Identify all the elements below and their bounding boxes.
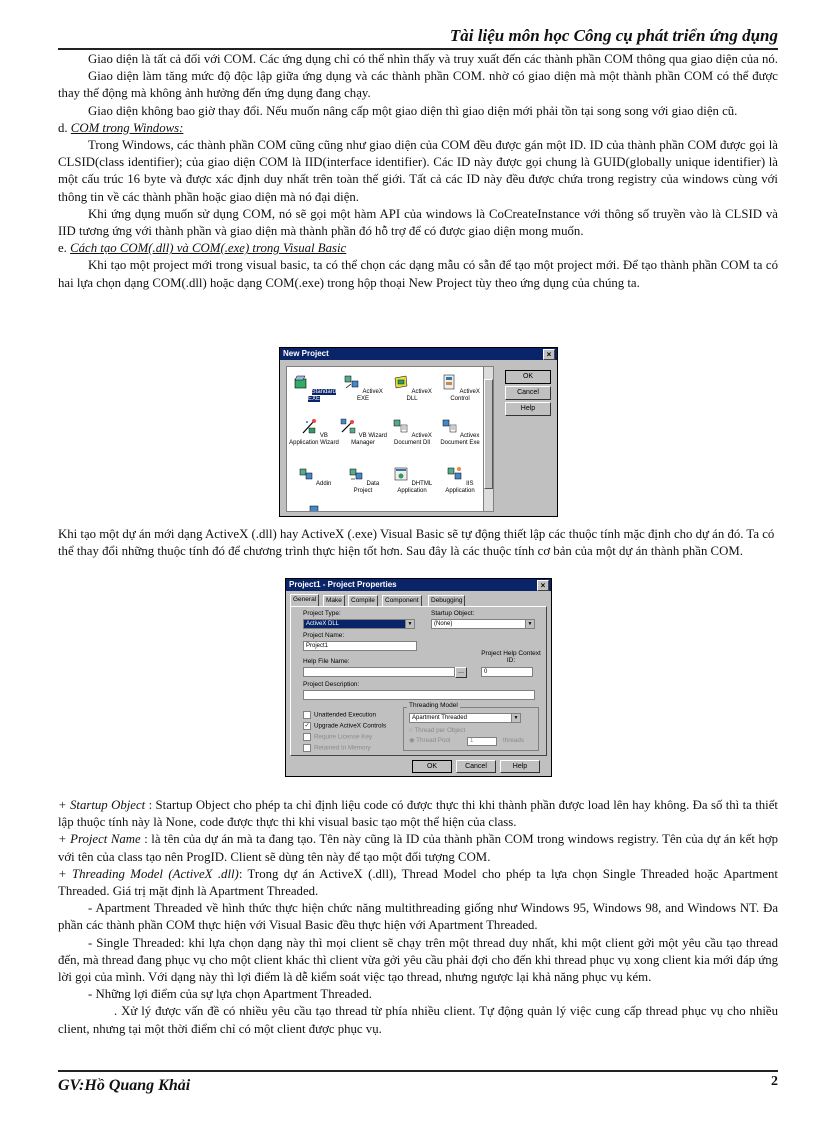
dhtml-application-icon — [392, 465, 410, 483]
startup-object-label: Startup Object: — [431, 610, 475, 617]
threading-model-label: Threading Model — [409, 702, 458, 709]
require-license-checkbox[interactable]: Require License Key — [303, 733, 372, 741]
dialog-title-bar — [280, 348, 557, 360]
paragraph: - Single Threaded: khi lựa chọn dạng này thì mọi client sẽ chạy trên một thread duy nhất, khi một client gởi một yêu cầu tạo thread đến, mà thread đang phục vụ cho một client khác thì client vừa gởi yêu cầu phải đợi cho đến khi thread phục vụ xong client kia mới đáp ứng lời gọi của mình. Với dạng này thì lợi điểm là dễ kiểm soát việc tạo thread, nhưng ngược lại khả năng phục vụ kém. — [58, 935, 778, 985]
paragraph: - Những lợi điểm của sự lựa chọn Apartment Threaded. — [88, 987, 372, 1002]
close-button[interactable]: × — [543, 349, 555, 360]
bullet-project-name: + Project Name : là tên của dự án mà ta đang tạo. Tên này cũng là ID của thành phần COM trong windows registry. Tên của dự án kết hợp với tên của class tạo nên ProgID. Client sẽ dùng tên này để tạo một đối tượng COM. — [58, 832, 778, 864]
paragraph: Khi tạo một dự án mới dạng ActiveX (.dll) hay ActiveX (.exe) Visual Basic sẽ tự động thiết lập các thuộc tính mặc định cho dự án đó. Ta có thể thay đổi những thuộc tính đó để chương trình thực hiện tốt hơn. Sau đây là các thuộc tính cơ bản của một dự án thành phần COM. — [58, 527, 775, 559]
scroll-thumb[interactable] — [484, 379, 493, 489]
iis-application-icon — [446, 465, 464, 483]
dialog-title: Project1 - Project Properties — [289, 580, 397, 589]
body-block-2 — [58, 526, 778, 560]
project-type-select[interactable]: ActiveX DLL ▼ — [303, 619, 415, 629]
chevron-down-icon: ▼ — [525, 620, 534, 628]
ok-button[interactable]: OK — [505, 370, 551, 384]
template-iis-application[interactable]: IIS Application — [435, 465, 485, 495]
thread-per-object-radio[interactable]: ○ Thread per Object — [409, 727, 466, 734]
page-number: 2 — [771, 1074, 778, 1089]
body-block-3 — [58, 797, 778, 1038]
body-block-1 — [58, 51, 778, 292]
threading-model-select[interactable]: Apartment Threaded ▼ — [409, 713, 521, 723]
footer-author: GV:Hồ Quang Khải — [58, 1077, 191, 1094]
paragraph: Giao diện làm tăng mức độ độc lập giữa ứng dụng và các thành phần COM. nhờ có giao diện mà một thành phần COM có thể được thay thế động mà không ảnh hưởng đến ứng dụng đang chạy. — [58, 69, 778, 101]
ok-button[interactable]: OK — [412, 760, 452, 773]
upgrade-activex-checkbox[interactable]: ✓ Upgrade ActiveX Controls — [304, 722, 387, 730]
help-file-input[interactable] — [303, 667, 455, 677]
template-addin[interactable]: Addin — [289, 465, 339, 488]
browse-button[interactable]: ... — [455, 667, 467, 678]
paragraph: Khi ứng dụng muốn sử dụng COM, nó sẽ gọi một hàm API của windows là CoCreateInstance với thông số truyền vào là CLSID và IID tương ứng với thành phần và giao diện mà thành phần đó hỗ trợ để có được giao diện mong muốn. — [58, 206, 778, 239]
addin-icon — [297, 465, 315, 483]
template-vb-app-wizard[interactable]: VB Application Wizard — [289, 417, 339, 447]
page-footer — [58, 1070, 778, 1102]
help-file-label: Help File Name: — [303, 658, 350, 665]
template-activex-dll[interactable]: ActiveX DLL — [387, 373, 437, 403]
activex-dll-icon — [392, 373, 410, 391]
paragraph: . Xử lý được vấn đề có nhiều yêu cầu tạo thread từ phía nhiều client. Tự động quản lý việc cung cấp thread phục vụ cho nhiều client, nhưng tại một thời điểm chỉ có một client được phục vụ. — [58, 1004, 778, 1036]
project-template-list[interactable] — [286, 366, 485, 512]
project-name-label: Project Name: — [303, 632, 345, 639]
thread-pool-unit: threads — [503, 737, 525, 744]
paragraph: Giao diện là tất cả đối với COM. Các ứng dụng chỉ có thể nhìn thấy và truy xuất đến các thành phần COM thông qua giao diện của nó. — [88, 52, 778, 66]
project-name-input[interactable]: Project1 — [303, 641, 417, 651]
help-button[interactable]: Help — [500, 760, 540, 773]
template-standard-exe[interactable]: Standard EXE — [289, 373, 339, 403]
help-context-label: Project Help Context ID: — [481, 650, 541, 664]
paragraph: Khi tạo một project mới trong visual basic, ta có thể chọn các dạng mẫu có sẵn để tạo một project mới. Để tạo thành phần COM ta có hai lựa chọn dạng COM(.dll) hoặc dạng COM(.exe) trong hộp thoại New Project tùy theo ứng dụng của chúng ta. — [58, 258, 778, 290]
startup-object-select[interactable]: (None) ▼ — [431, 619, 535, 629]
bullet-threading-model: + Threading Model (ActiveX .dll): Trong dự án ActiveX (.dll), Thread Model cho phép ta lựa chọn Single Threaded hoặc Apartment Threaded. Giá trị mặt định là Apartment Threaded. — [58, 866, 778, 899]
general-panel — [290, 606, 547, 756]
activex-document-dll-icon — [392, 417, 410, 435]
cancel-button[interactable]: Cancel — [456, 760, 496, 773]
template-activex-document-exe[interactable]: Activex Document Exe — [435, 417, 485, 447]
chevron-down-icon: ▼ — [405, 620, 414, 628]
paragraph: Giao diện không bao giờ thay đổi. Nếu muốn nâng cấp một giao diện thì giao diện mới phải tồn tại song song với giao diện cũ. — [88, 103, 738, 118]
dialog-title-bar — [286, 579, 551, 591]
wizard-icon — [300, 417, 318, 435]
template-vb-wizard-manager[interactable]: VB Wizard Manager — [338, 417, 388, 447]
standard-exe-icon — [292, 373, 310, 391]
close-button[interactable]: × — [537, 580, 549, 591]
page-header — [58, 24, 778, 50]
project-type-label: Project Type: — [303, 610, 341, 617]
data-project-icon — [347, 465, 365, 483]
project-description-input[interactable] — [303, 690, 535, 700]
retained-in-memory-checkbox[interactable]: Retained In Memory — [303, 744, 371, 752]
tab-debugging[interactable]: Debugging — [428, 595, 465, 606]
help-button[interactable]: Help — [505, 402, 551, 416]
tab-make[interactable]: Make — [323, 595, 345, 606]
cancel-button[interactable]: Cancel — [505, 386, 551, 400]
section-heading-e: e. Cách tạo COM(.dll) và COM(.exe) trong Visual Basic — [58, 241, 347, 256]
paragraph: Trong Windows, các thành phần COM cũng cũng như giao diện của COM đều được gán một ID. ID của thành phần COM được gọi là CLSID(class identifier); của giao diện COM là IID(interface identifier). Các ID này được gọi chung là GUID(globally unique identifier) là một cấu trúc 16 byte và được xác định duy nhất trên toàn thế giới. Tất cả các ID này đều được chứa trong registry của windows cùng với thông tin về các thành phần hoặc giao diện mà nó đại diện. — [58, 138, 778, 204]
thread-pool-count[interactable]: 1 — [467, 737, 497, 746]
activex-control-icon — [440, 373, 458, 391]
paragraph: - Apartment Threaded về hình thức thực hiện chức năng multithreading giống như Windows 95, Windows 98, and Windows NT. Đa phần các thành phần COM thực hiện với Visual Basic đều thực hiện với Apartment Threaded. — [58, 901, 778, 933]
template-activex-exe[interactable]: ActiveX EXE — [338, 373, 388, 403]
tab-compile[interactable]: Compile — [348, 595, 378, 606]
activex-document-exe-icon — [441, 417, 459, 435]
template-activex-control[interactable]: ActiveX Control — [435, 373, 485, 403]
dialog-title: New Project — [283, 349, 329, 358]
help-context-input[interactable]: 0 — [481, 667, 533, 677]
activex-exe-icon — [343, 373, 361, 391]
tab-general[interactable]: General — [290, 594, 319, 606]
wizard-manager-icon — [339, 417, 357, 435]
thread-pool-radio[interactable]: ◉ Thread Pool — [409, 737, 451, 744]
template-partial-icon — [305, 503, 323, 512]
template-partial-row — [289, 503, 339, 512]
template-data-project[interactable]: Data Project — [338, 465, 388, 495]
project-properties-dialog — [285, 578, 552, 777]
bullet-startup-object: + Startup Object : Startup Object cho phép ta chỉ định liệu code có được thực thi khi thành phần được load lên hay không. Đa số thì ta thiết lập thuộc tính này là None, code được thực thi khi visual basic tạo một thể hiện của class. — [58, 798, 778, 830]
template-activex-document-dll[interactable]: ActiveX Document Dll — [387, 417, 437, 447]
unattended-execution-checkbox[interactable]: Unattended Execution — [303, 711, 376, 719]
tab-component[interactable]: Component — [382, 595, 422, 606]
project-description-label: Project Description: — [303, 681, 360, 688]
header-title: Tài liệu môn học Công cụ phát triển ứng dụng — [449, 26, 778, 45]
vertical-scrollbar[interactable] — [483, 366, 494, 512]
chevron-down-icon: ▼ — [511, 714, 520, 722]
section-heading-d: d. COM trong Windows: — [58, 120, 184, 135]
template-dhtml-application[interactable]: DHTML Application — [387, 465, 437, 495]
new-project-dialog — [279, 347, 558, 517]
